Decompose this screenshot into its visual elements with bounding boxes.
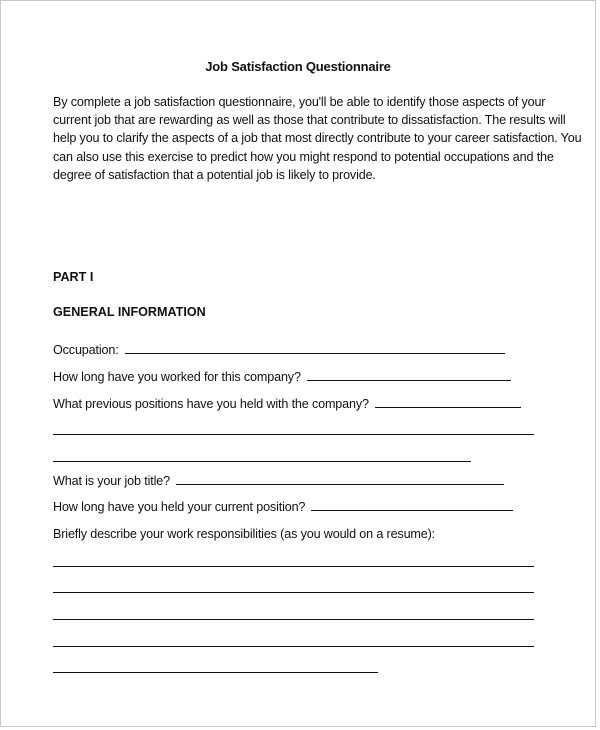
document-title: Job Satisfaction Questionnaire bbox=[205, 59, 391, 74]
previous-positions-line-2[interactable] bbox=[53, 434, 534, 435]
occupation-question bbox=[53, 343, 505, 357]
intro-line: current job that are rewarding as well as those that contribute to dissatisfaction. The results will bbox=[53, 113, 566, 128]
occupation-field[interactable] bbox=[125, 343, 505, 354]
job-title-question bbox=[53, 474, 504, 488]
intro-line: help you to clarify the aspects of a job that most directly contribute to your career satisfaction. You bbox=[53, 131, 582, 146]
job-title-label: What is your job title? bbox=[53, 474, 170, 488]
intro-line: By complete a job satisfaction questionnaire, you'll be able to identify those aspects of your bbox=[53, 95, 546, 109]
responsibilities-line-3[interactable] bbox=[53, 619, 534, 620]
previous-positions-field[interactable] bbox=[375, 397, 521, 408]
job-title-field[interactable] bbox=[176, 474, 504, 485]
responsibilities-line-1[interactable] bbox=[53, 566, 534, 567]
previous-positions-label: What previous positions have you held with the company? bbox=[53, 397, 369, 411]
tenure-label: How long have you worked for this company? bbox=[53, 370, 301, 384]
part-heading: PART I bbox=[53, 270, 94, 284]
responsibilities-question bbox=[53, 527, 435, 541]
responsibilities-line-5[interactable] bbox=[53, 672, 378, 673]
current-position-label: How long have you held your current position? bbox=[53, 500, 306, 514]
previous-positions-line-3[interactable] bbox=[53, 461, 471, 462]
responsibilities-line-2[interactable] bbox=[53, 592, 534, 593]
tenure-field[interactable] bbox=[307, 370, 511, 381]
occupation-label: Occupation: bbox=[53, 343, 119, 357]
section-heading: GENERAL INFORMATION bbox=[53, 305, 206, 319]
intro-line: can also use this exercise to predict how you might respond to potential occupations and the bbox=[53, 149, 554, 164]
current-position-field[interactable] bbox=[311, 500, 513, 511]
intro-paragraph bbox=[53, 93, 582, 184]
responsibilities-label: Briefly describe your work responsibilities (as you would on a resume): bbox=[53, 527, 436, 541]
current-position-question bbox=[53, 500, 513, 514]
responsibilities-line-4[interactable] bbox=[53, 646, 534, 647]
intro-line: degree of satisfaction that a potential job is likely to provide. bbox=[53, 167, 376, 182]
previous-positions-question bbox=[53, 397, 521, 411]
tenure-question bbox=[53, 370, 511, 384]
